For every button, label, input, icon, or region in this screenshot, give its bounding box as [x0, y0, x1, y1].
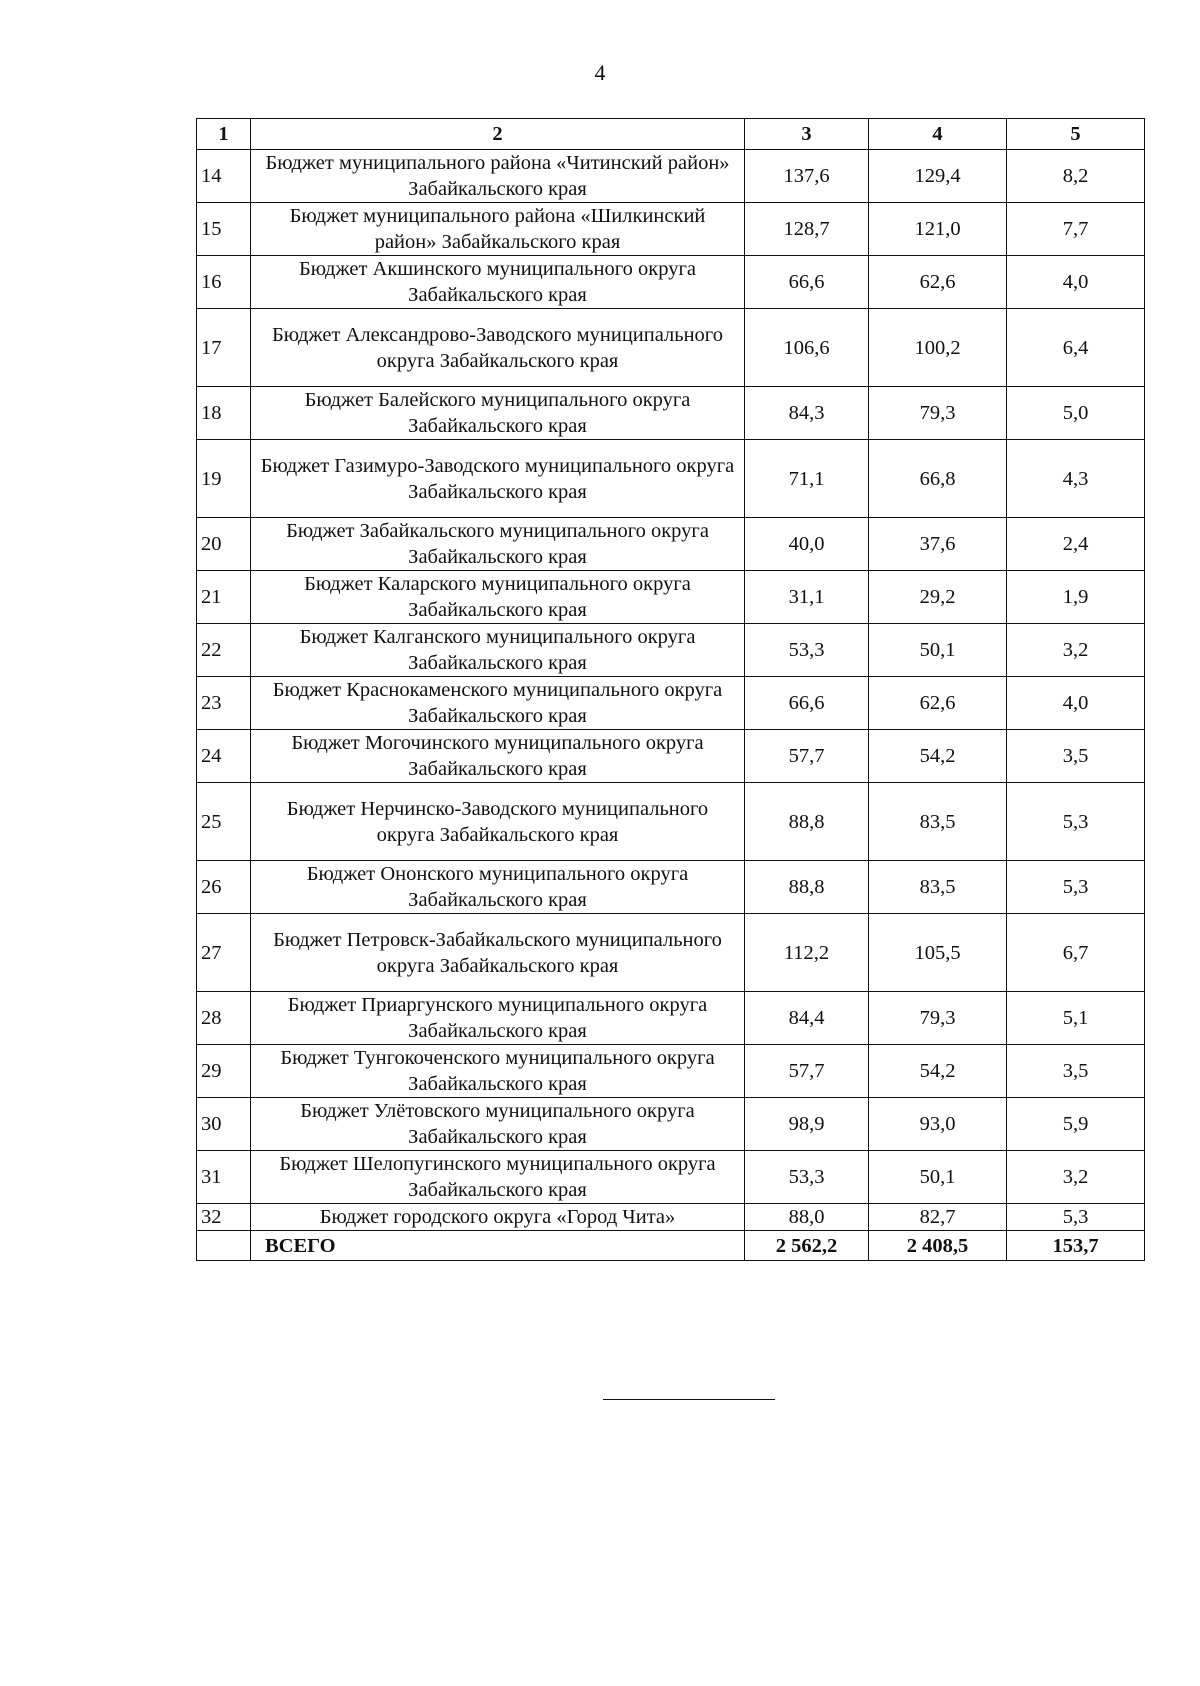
table-row: [197, 730, 1145, 783]
column-5-value-cell: 6,7: [1007, 914, 1145, 992]
column-3-value-cell: 128,7: [745, 203, 869, 256]
end-of-document-rule: [603, 1399, 775, 1400]
column-3-value-cell: 71,1: [745, 440, 869, 518]
row-number-cell: 18: [197, 387, 251, 440]
column-4-value-cell: 93,0: [869, 1098, 1007, 1151]
budget-name-cell: Бюджет Краснокаменского муниципального округа Забайкальского края: [251, 677, 745, 730]
row-number-cell: 24: [197, 730, 251, 783]
column-3-value-cell: 112,2: [745, 914, 869, 992]
budget-name-cell: Бюджет Нерчинско-Заводского муниципального округа Забайкальского края: [251, 783, 745, 861]
column-3-value-cell: 98,9: [745, 1098, 869, 1151]
column-4-value-cell: 83,5: [869, 783, 1007, 861]
budget-table: [196, 118, 1145, 1261]
column-5-value-cell: 5,1: [1007, 992, 1145, 1045]
row-number-cell: 31: [197, 1151, 251, 1204]
column-4-value-cell: 62,6: [869, 677, 1007, 730]
table-row: [197, 624, 1145, 677]
column-5-value-cell: 1,9: [1007, 571, 1145, 624]
budget-name-cell: Бюджет Улётовского муниципального округа Забайкальского края: [251, 1098, 745, 1151]
column-3-value-cell: 137,6: [745, 150, 869, 203]
row-number-cell: 26: [197, 861, 251, 914]
column-4-value-cell: 100,2: [869, 309, 1007, 387]
column-3-value-cell: 57,7: [745, 1045, 869, 1098]
column-4-value-cell: 54,2: [869, 1045, 1007, 1098]
table-row: [197, 518, 1145, 571]
table-row: [197, 256, 1145, 309]
column-3-value-cell: 66,6: [745, 256, 869, 309]
column-5-value-cell: 4,0: [1007, 256, 1145, 309]
column-3-value-cell: 53,3: [745, 1151, 869, 1204]
row-number-cell: 29: [197, 1045, 251, 1098]
column-5-value-cell: 5,9: [1007, 1098, 1145, 1151]
row-number-cell: 27: [197, 914, 251, 992]
column-5-value-cell: 8,2: [1007, 150, 1145, 203]
column-4-value-cell: 54,2: [869, 730, 1007, 783]
table-row: [197, 203, 1145, 256]
row-number-cell: 17: [197, 309, 251, 387]
column-5-value-cell: 5,0: [1007, 387, 1145, 440]
budget-name-cell: Бюджет Газимуро-Заводского муниципального округа Забайкальского края: [251, 440, 745, 518]
header-cell: 2: [251, 119, 745, 150]
row-number-cell: 22: [197, 624, 251, 677]
column-5-value-cell: 5,3: [1007, 783, 1145, 861]
table-row: [197, 309, 1145, 387]
table-row: [197, 1204, 1145, 1231]
budget-name-cell: Бюджет муниципального района «Читинский район» Забайкальского края: [251, 150, 745, 203]
row-number-cell: 16: [197, 256, 251, 309]
budget-name-cell: Бюджет Александрово-Заводского муниципального округа Забайкальского края: [251, 309, 745, 387]
column-5-value-cell: 3,2: [1007, 624, 1145, 677]
row-number-cell: 14: [197, 150, 251, 203]
column-5-value-cell: 4,0: [1007, 677, 1145, 730]
table-row: [197, 1151, 1145, 1204]
column-5-value-cell: 2,4: [1007, 518, 1145, 571]
column-4-value-cell: 121,0: [869, 203, 1007, 256]
budget-name-cell: Бюджет Приаргунского муниципального округа Забайкальского края: [251, 992, 745, 1045]
table-row: [197, 150, 1145, 203]
row-number-cell: 21: [197, 571, 251, 624]
table-row: [197, 677, 1145, 730]
column-3-value-cell: 53,3: [745, 624, 869, 677]
table-total-row: [197, 1231, 1145, 1261]
column-3-value-cell: 84,4: [745, 992, 869, 1045]
column-5-value-cell: 3,5: [1007, 1045, 1145, 1098]
column-3-value-cell: 40,0: [745, 518, 869, 571]
column-4-value-cell: 37,6: [869, 518, 1007, 571]
budget-name-cell: Бюджет Ононского муниципального округа Забайкальского края: [251, 861, 745, 914]
header-cell: 4: [869, 119, 1007, 150]
column-4-value-cell: 50,1: [869, 624, 1007, 677]
column-4-value-cell: 79,3: [869, 387, 1007, 440]
budget-name-cell: Бюджет Могочинского муниципального округа Забайкальского края: [251, 730, 745, 783]
column-5-value-cell: 6,4: [1007, 309, 1145, 387]
budget-name-cell: Бюджет Балейского муниципального округа Забайкальского края: [251, 387, 745, 440]
table-row: [197, 783, 1145, 861]
budget-name-cell: Бюджет Шелопугинского муниципального округа Забайкальского края: [251, 1151, 745, 1204]
budget-name-cell: Бюджет Тунгокоченского муниципального округа Забайкальского края: [251, 1045, 745, 1098]
row-number-cell: 23: [197, 677, 251, 730]
header-cell: 1: [197, 119, 251, 150]
budget-name-cell: Бюджет Петровск-Забайкальского муниципального округа Забайкальского края: [251, 914, 745, 992]
table-row: [197, 914, 1145, 992]
total-column-5-cell: 153,7: [1007, 1231, 1145, 1261]
table-row: [197, 1098, 1145, 1151]
row-number-cell: 28: [197, 992, 251, 1045]
column-4-value-cell: 66,8: [869, 440, 1007, 518]
total-blank-cell: [197, 1231, 251, 1261]
row-number-cell: 15: [197, 203, 251, 256]
column-5-value-cell: 4,3: [1007, 440, 1145, 518]
column-4-value-cell: 83,5: [869, 861, 1007, 914]
header-cell: 5: [1007, 119, 1145, 150]
row-number-cell: 20: [197, 518, 251, 571]
column-4-value-cell: 29,2: [869, 571, 1007, 624]
column-3-value-cell: 31,1: [745, 571, 869, 624]
row-number-cell: 25: [197, 783, 251, 861]
budget-name-cell: Бюджет Каларского муниципального округа Забайкальского края: [251, 571, 745, 624]
budget-name-cell: Бюджет городского округа «Город Чита»: [251, 1204, 745, 1231]
column-5-value-cell: 5,3: [1007, 1204, 1145, 1231]
column-5-value-cell: 3,5: [1007, 730, 1145, 783]
row-number-cell: 32: [197, 1204, 251, 1231]
column-3-value-cell: 106,6: [745, 309, 869, 387]
column-4-value-cell: 105,5: [869, 914, 1007, 992]
table-row: [197, 440, 1145, 518]
column-4-value-cell: 79,3: [869, 992, 1007, 1045]
column-3-value-cell: 88,0: [745, 1204, 869, 1231]
column-5-value-cell: 3,2: [1007, 1151, 1145, 1204]
column-4-value-cell: 82,7: [869, 1204, 1007, 1231]
row-number-cell: 19: [197, 440, 251, 518]
column-5-value-cell: 5,3: [1007, 861, 1145, 914]
column-4-value-cell: 50,1: [869, 1151, 1007, 1204]
total-column-4-cell: 2 408,5: [869, 1231, 1007, 1261]
column-3-value-cell: 57,7: [745, 730, 869, 783]
column-3-value-cell: 88,8: [745, 861, 869, 914]
total-label-cell: ВСЕГО: [251, 1231, 745, 1261]
table-row: [197, 387, 1145, 440]
page-number: 4: [594, 60, 606, 85]
header-cell: 3: [745, 119, 869, 150]
column-3-value-cell: 84,3: [745, 387, 869, 440]
column-3-value-cell: 66,6: [745, 677, 869, 730]
total-column-3-cell: 2 562,2: [745, 1231, 869, 1261]
table-header-row: [197, 119, 1145, 150]
column-5-value-cell: 7,7: [1007, 203, 1145, 256]
column-4-value-cell: 62,6: [869, 256, 1007, 309]
column-3-value-cell: 88,8: [745, 783, 869, 861]
budget-name-cell: Бюджет Акшинского муниципального округа Забайкальского края: [251, 256, 745, 309]
column-4-value-cell: 129,4: [869, 150, 1007, 203]
budget-name-cell: Бюджет Калганского муниципального округа Забайкальского края: [251, 624, 745, 677]
table-row: [197, 571, 1145, 624]
budget-name-cell: Бюджет Забайкальского муниципального округа Забайкальского края: [251, 518, 745, 571]
table-row: [197, 861, 1145, 914]
budget-name-cell: Бюджет муниципального района «Шилкинский район» Забайкальского края: [251, 203, 745, 256]
row-number-cell: 30: [197, 1098, 251, 1151]
table-row: [197, 1045, 1145, 1098]
table-row: [197, 992, 1145, 1045]
